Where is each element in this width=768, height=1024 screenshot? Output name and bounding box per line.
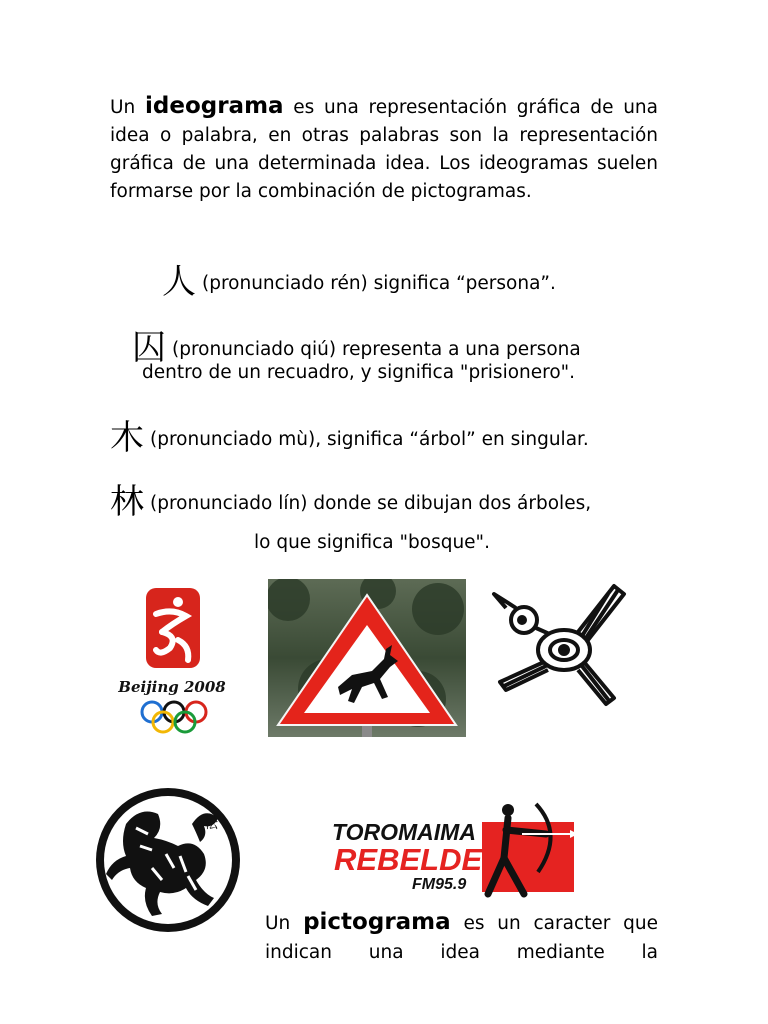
deer-warning-sign-photo xyxy=(268,579,466,737)
qiu-character: 囚 xyxy=(132,328,166,368)
pictograma-keyword: pictograma xyxy=(303,909,451,935)
olympic-rings-icon xyxy=(142,702,206,732)
radio-name-line2: REBELDE xyxy=(334,842,483,877)
pictograma-paragraph xyxy=(265,908,658,967)
radio-toromaima-logo xyxy=(332,800,580,900)
seal-mark: 松 xyxy=(204,816,218,832)
mu-character: 木 xyxy=(110,418,144,458)
ideograma-keyword: ideograma xyxy=(145,93,284,119)
tiger-seal-emblem xyxy=(92,784,244,936)
beijing-seal xyxy=(146,588,200,668)
beijing-olympics-logo xyxy=(112,580,232,740)
intro-text: es una representación gráfica de una idea o palabra, en otras palabras son la representación gráfica de una determinada idea. Los ideogramas suelen formarse por la combinación de pictogramas. xyxy=(110,97,658,202)
intro-paragraph xyxy=(110,92,658,206)
outro-word: Un xyxy=(265,913,291,934)
example-qiu-line2: dentro de un recuadro, y significa "prisionero". xyxy=(142,362,576,383)
ren-text: (pronunciado rén) significa “persona”. xyxy=(202,273,556,294)
example-ren xyxy=(162,254,556,303)
ren-character: 人 xyxy=(162,262,196,302)
example-lin xyxy=(110,474,591,523)
radio-name-line1: TOROMAIMA xyxy=(332,819,476,845)
qiu-text: (pronunciado qiú) representa a una persona xyxy=(172,339,581,360)
radio-frequency: FM95.9 xyxy=(412,876,467,893)
example-mu xyxy=(110,410,589,459)
lin-text: (pronunciado lín) donde se dibujan dos árboles, xyxy=(150,493,592,514)
bird-pictogram xyxy=(484,578,630,710)
lin-character: 林 xyxy=(110,482,144,522)
mu-text: (pronunciado mù), significa “árbol” en singular. xyxy=(150,429,589,450)
intro-word: Un xyxy=(110,97,136,118)
beijing-caption: Beijing 2008 xyxy=(118,678,226,696)
example-lin-line2: lo que significa "bosque". xyxy=(254,532,490,553)
outro-text: es un caracter que indican una idea mediante la xyxy=(265,913,659,963)
